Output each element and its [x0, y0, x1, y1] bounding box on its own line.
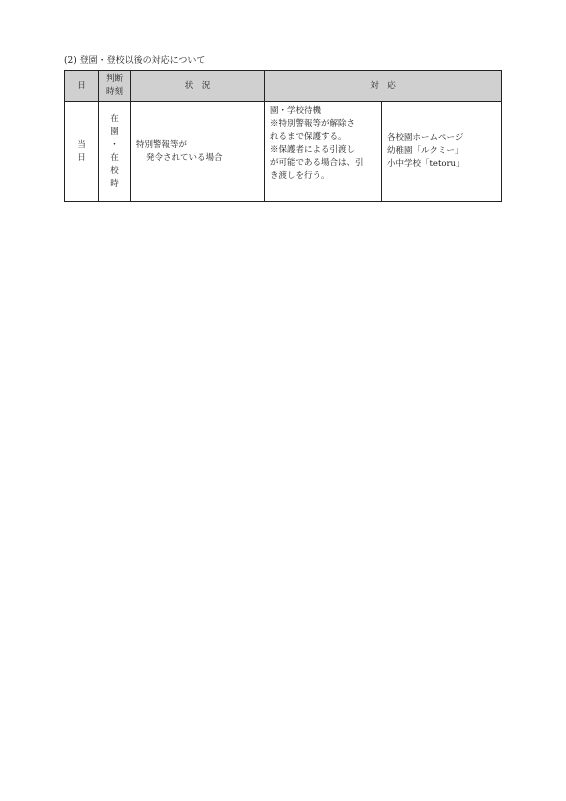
header-judgment-time: 判断 時刻: [99, 71, 131, 102]
table-header-row: [65, 71, 502, 102]
header-response: 対 応: [265, 71, 502, 102]
response-line: ※特別警報等が解除さ: [270, 119, 356, 129]
cell-judgment-time: [99, 102, 131, 202]
response-line: ※保護者による引渡し: [270, 145, 356, 155]
cell-response: [265, 102, 382, 202]
cell-channels: [382, 102, 502, 202]
channel-line: 幼稚園「ルクミー」: [387, 146, 464, 156]
situation-line-1: 特別警報等が: [136, 139, 188, 150]
header-day: 日: [65, 71, 99, 102]
table-row: [65, 102, 502, 202]
response-line: き渡しを行う。: [270, 171, 330, 181]
header-situation: 状 況: [131, 71, 265, 102]
response-line: 園・学校待機: [270, 106, 322, 116]
judgment-time-value: 在園・在校時: [110, 113, 119, 189]
situation-line-2: 発令されている場合: [146, 152, 223, 163]
channel-line: 各校園ホームページ: [387, 133, 464, 143]
response-table: [64, 70, 502, 202]
cell-day: [65, 102, 99, 202]
response-line: れるまで保護する。: [270, 132, 347, 142]
cell-situation: [131, 102, 265, 202]
response-line: が可能である場合は、引: [270, 158, 364, 168]
channel-line: 小中学校「tetoru」: [387, 159, 465, 169]
section-heading: (2) 登園・登校以後の対応について: [64, 56, 206, 66]
day-value: 当日: [77, 139, 86, 163]
